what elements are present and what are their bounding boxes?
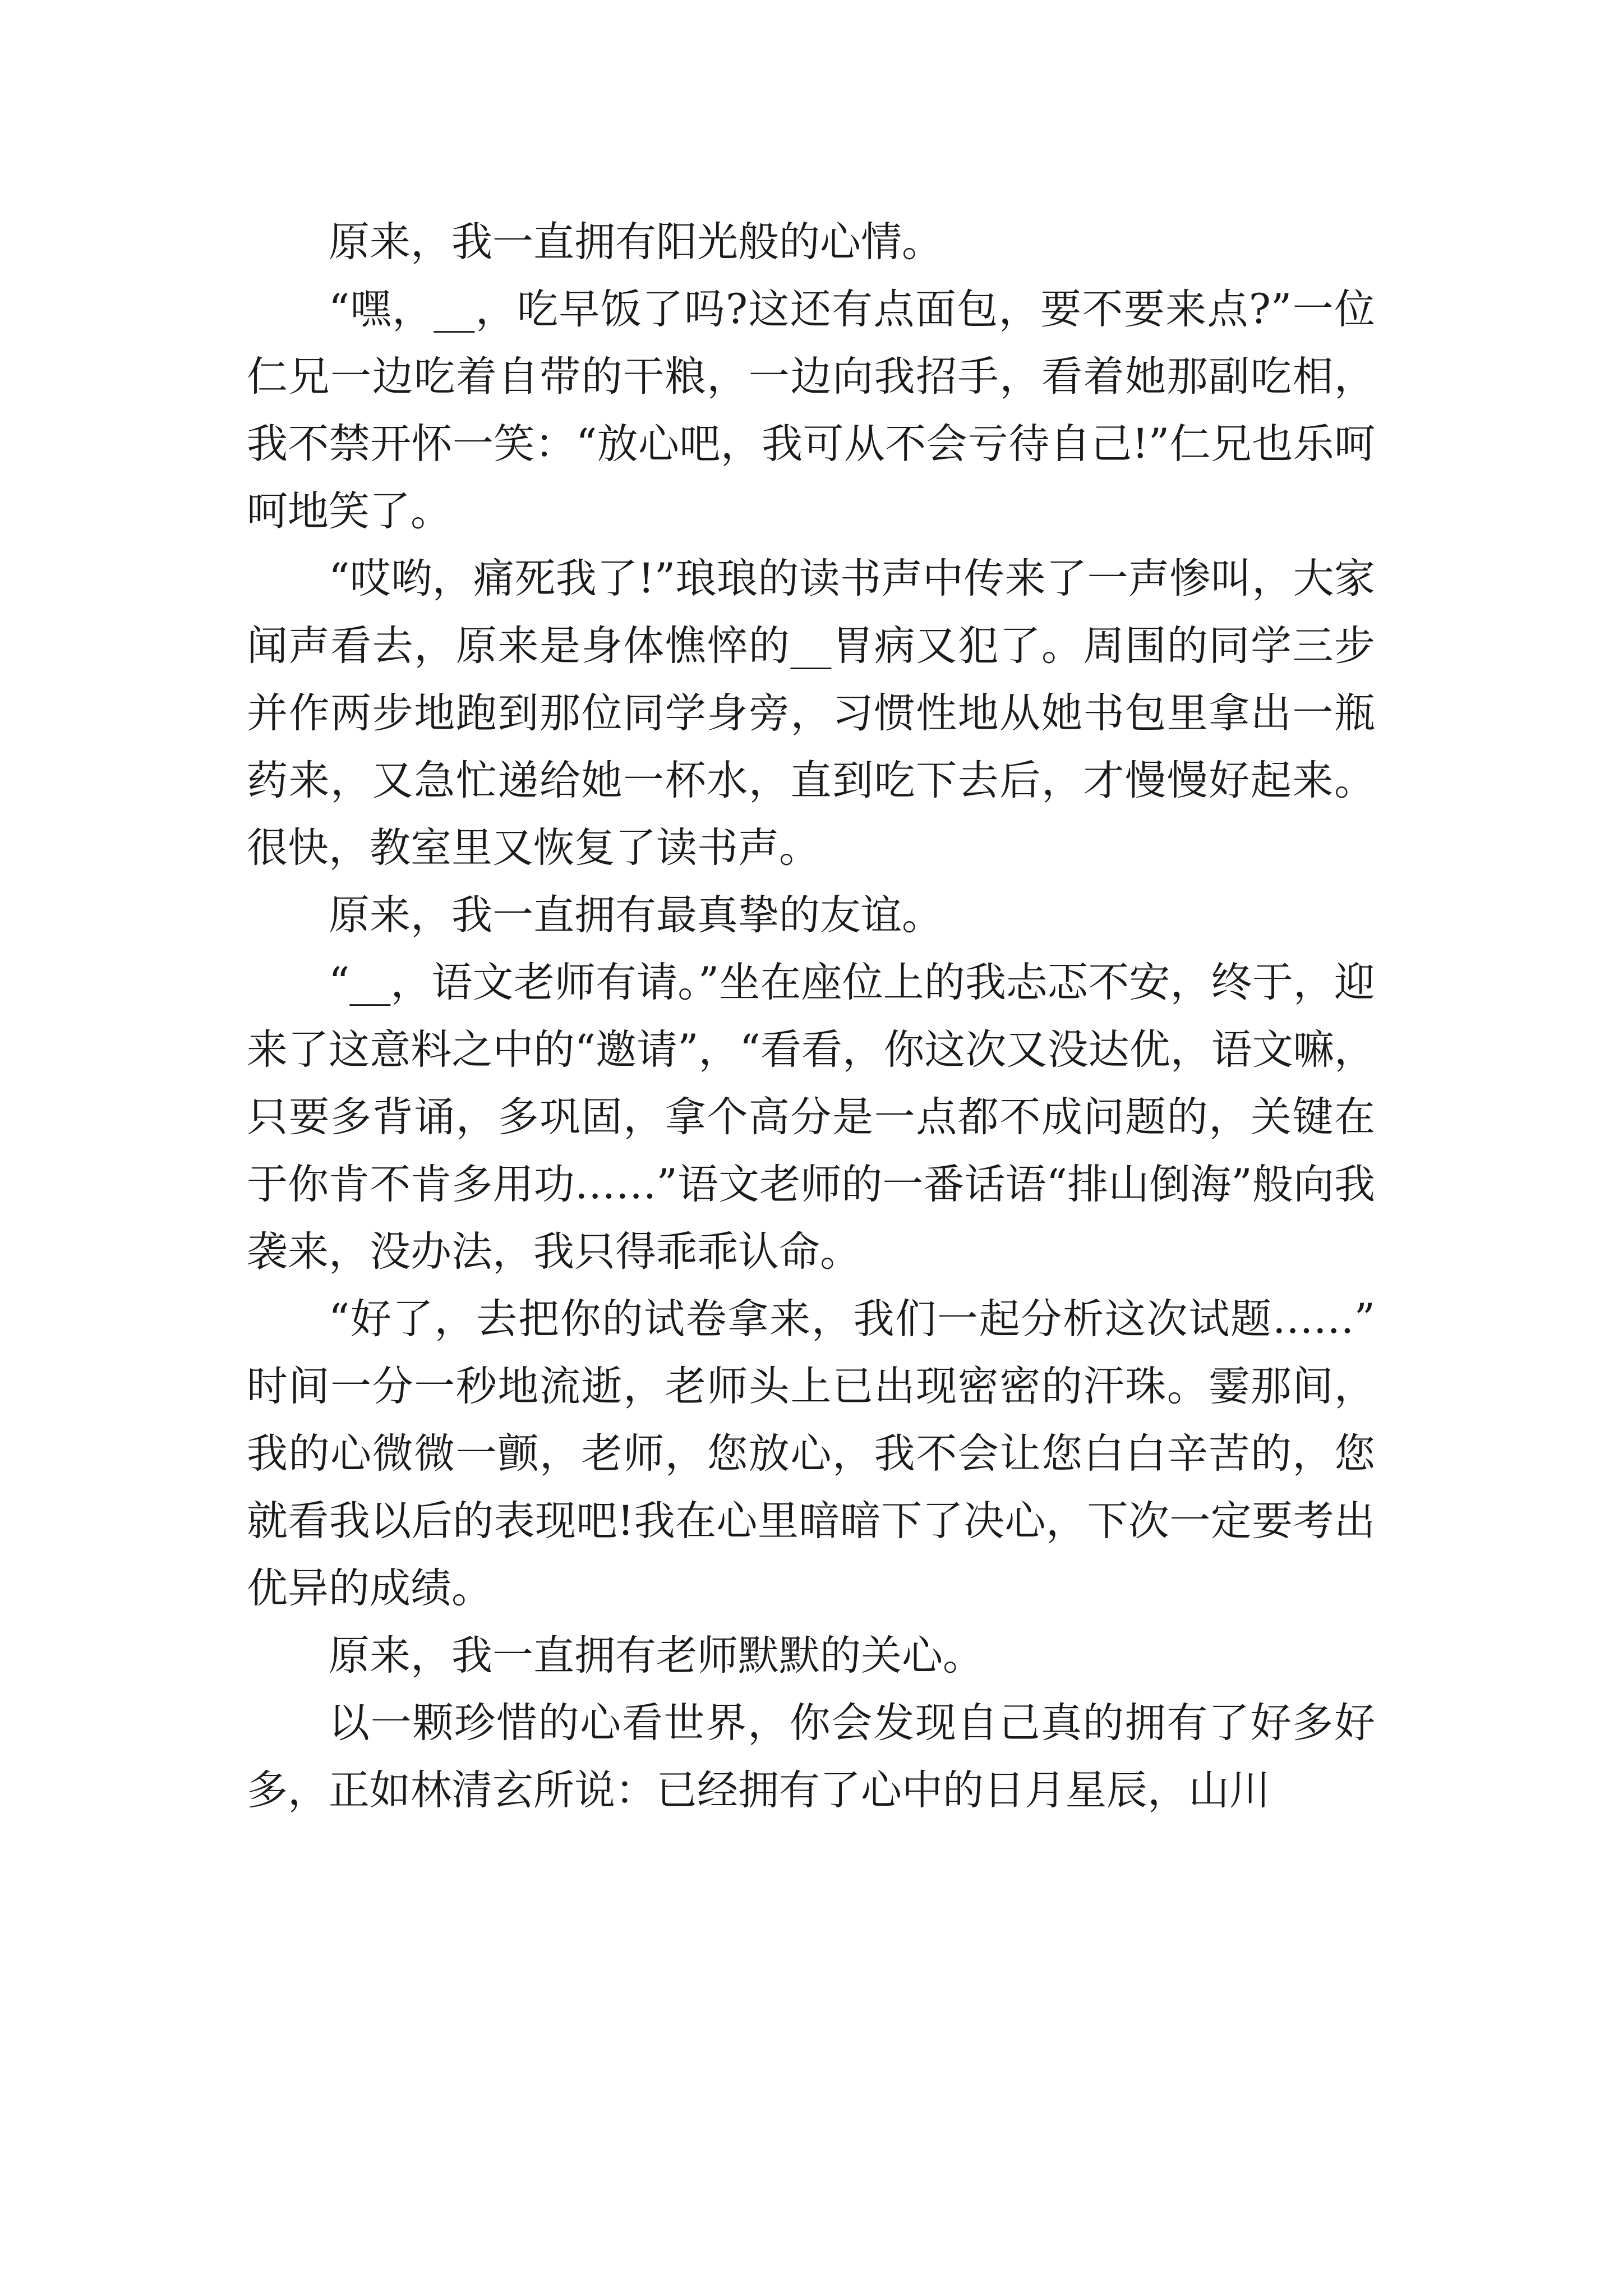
article-body: [247, 209, 1375, 1824]
paragraph-6: “好了，去把你的试卷拿来，我们一起分析这次试题……”时间一分一秒地流逝，老师头上已出现密密的汗珠。霎那间，我的心微微一颤，老师，您放心，我不会让您白白辛苦的，您就看我以后的表现吧!我在心里暗暗下了决心，下次一定要考出优异的成绩。: [247, 1295, 1375, 1612]
paragraph-2: “嘿，__，吃早饭了吗?这还有点面包，要不要来点?”一位仁兄一边吃着自带的干粮，一边向我招手，看着她那副吃相，我不禁开怀一笑：“放心吧，我可从不会亏待自己!”仁兄也乐呵呵地笑了。: [247, 286, 1375, 535]
paragraph-4: 原来，我一直拥有最真挚的友谊。: [329, 891, 943, 939]
paragraph-8: 以一颗珍惜的心看世界，你会发现自己真的拥有了好多好多，正如林清玄所说：已经拥有了心中的日月星辰，山川: [247, 1699, 1375, 1814]
paragraph-7: 原来，我一直拥有老师默默的关心。: [329, 1632, 984, 1680]
paragraph-5: “__，语文老师有请。”坐在座位上的我忐忑不安，终于，迎来了这意料之中的“邀请”，“看看，你这次又没达优，语文嘛，只要多背诵，多巩固，拿个高分是一点都不成问题的，关键在于你肯不肯多用功……”语文老师的一番话语“排山倒海”般向我袭来，没办法，我只得乖乖认命。: [247, 959, 1375, 1276]
paragraph-1: 原来，我一直拥有阳光般的心情。: [329, 218, 943, 266]
paragraph-3: “哎哟，痛死我了!”琅琅的读书声中传来了一声惨叫，大家闻声看去，原来是身体憔悴的__胃病又犯了。周围的同学三步并作两步地跑到那位同学身旁，习惯性地从她书包里拿出一瓶药来，又急忙递给她一杯水，直到吃下去后，才慢慢好起来。很快，教室里又恢复了读书声。: [247, 555, 1375, 872]
